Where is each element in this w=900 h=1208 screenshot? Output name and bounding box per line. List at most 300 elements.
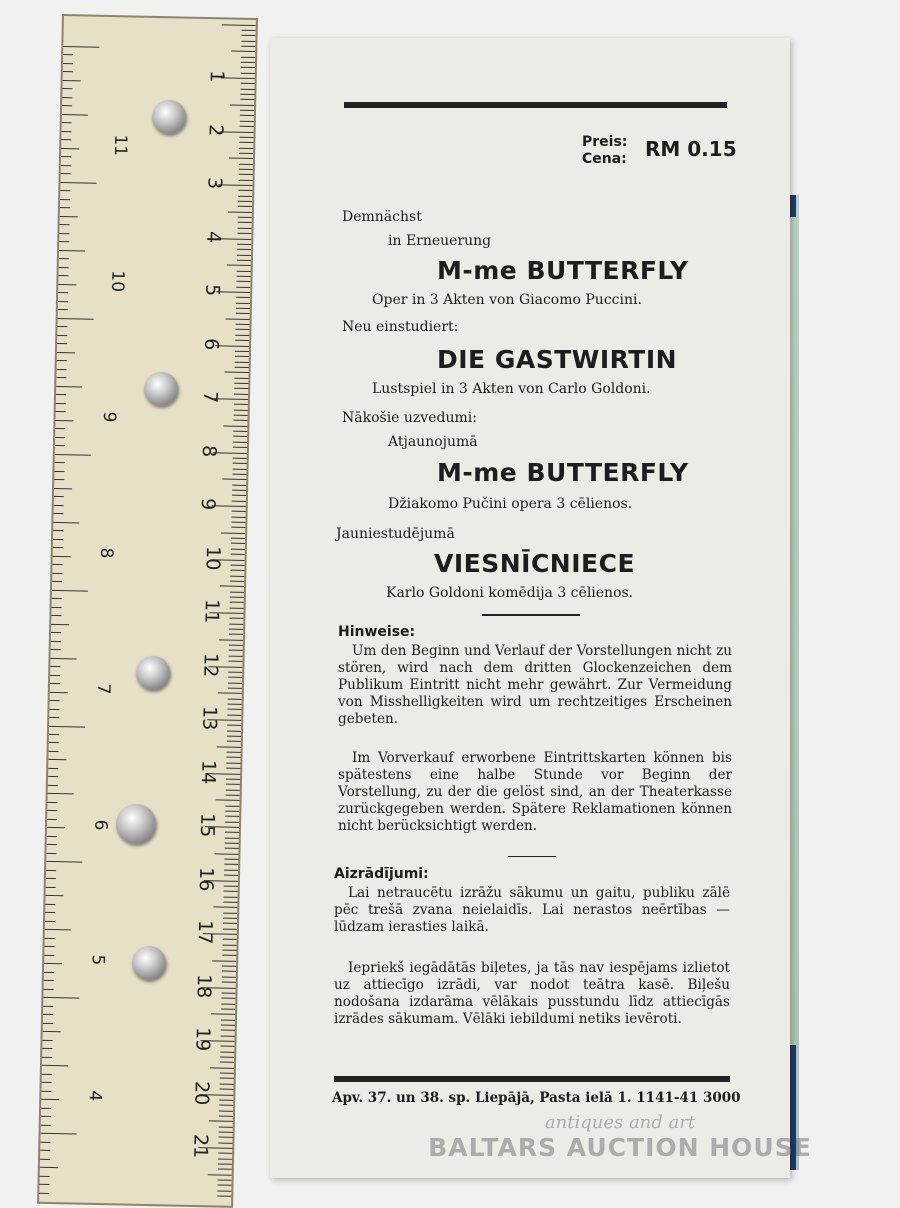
cm-tick	[240, 110, 254, 111]
cm-tick	[233, 458, 247, 459]
cm-tick	[234, 377, 248, 378]
cm-tick	[224, 875, 238, 876]
cm-tick	[240, 88, 254, 89]
cm-tick	[239, 147, 253, 148]
cm-tick	[223, 425, 247, 427]
inch-tick	[62, 122, 72, 123]
program-title-4: VIESNĪCNIECE	[434, 549, 636, 578]
inch-tick	[55, 428, 65, 429]
inch-tick	[42, 1048, 52, 1049]
cm-tick	[221, 1024, 235, 1025]
cm-tick	[238, 201, 252, 202]
cm-tick	[228, 677, 242, 678]
inch-tick	[55, 445, 65, 446]
cm-tick	[240, 115, 254, 116]
cm-tick	[231, 527, 245, 528]
inch-tick	[41, 1125, 51, 1126]
cm-tick	[238, 206, 252, 207]
cm-tick	[237, 244, 251, 245]
cm-tick	[218, 1153, 232, 1154]
cm-tick	[240, 99, 254, 100]
cm-tick	[226, 778, 240, 779]
inch-tick	[42, 1057, 52, 1058]
cm-tick	[230, 564, 244, 565]
cm-tick	[224, 864, 238, 865]
inch-tick	[60, 207, 70, 208]
inch-tick	[61, 139, 71, 140]
inch-tick	[61, 165, 71, 166]
cm-tick	[240, 121, 254, 122]
cm-tick	[225, 848, 239, 849]
cm-tick	[226, 794, 240, 795]
cm-tick	[241, 46, 255, 47]
ruler	[37, 14, 258, 1208]
inch-tick	[50, 666, 60, 667]
cm-tick	[228, 682, 242, 683]
cm-number: 4	[202, 230, 225, 243]
cm-tick	[220, 1078, 234, 1079]
cm-tick	[222, 24, 256, 26]
cm-tick	[213, 907, 237, 909]
inch-tick	[50, 683, 60, 684]
inch-tick	[54, 513, 64, 514]
cm-tick	[224, 869, 238, 870]
cm-tick	[221, 532, 245, 534]
cm-tick	[219, 1131, 233, 1132]
cm-tick	[233, 441, 247, 442]
inch-tick	[59, 241, 69, 242]
cm-tick	[232, 484, 246, 485]
price-label-de: Preis:	[582, 134, 628, 150]
inch-tick	[49, 734, 59, 735]
cm-tick	[225, 805, 239, 806]
inch-tick	[57, 343, 67, 344]
cm-tick	[229, 623, 243, 624]
inch-tick	[63, 71, 73, 72]
cm-tick	[229, 655, 243, 656]
cm-tick	[234, 409, 248, 410]
cm-tick	[217, 746, 241, 748]
cm-tick	[224, 891, 238, 892]
inch-tick	[51, 632, 61, 633]
program-desc-3: Džiakomo Pučini opera 3 cēlienos.	[388, 496, 633, 512]
cm-tick	[226, 789, 240, 790]
cm-tick	[220, 1051, 234, 1052]
cm-tick	[210, 1067, 234, 1069]
cm-tick	[221, 1008, 235, 1009]
cm-number: 7	[198, 390, 222, 404]
cm-tick	[218, 1164, 232, 1165]
cm-number: 10	[201, 545, 224, 571]
inch-tick	[60, 216, 78, 217]
inch-tick	[47, 844, 57, 845]
cm-tick	[223, 944, 237, 945]
cm-tick	[229, 158, 253, 160]
cm-tick	[235, 356, 249, 357]
inch-number: 5	[87, 954, 108, 966]
inch-tick	[56, 377, 66, 378]
cm-tick	[218, 693, 242, 695]
cm-tick	[225, 832, 239, 833]
inch-tick	[50, 691, 68, 692]
inch-tick	[63, 46, 99, 48]
inch-tick	[39, 1192, 49, 1193]
inch-tick	[58, 309, 68, 310]
auction-watermark	[420, 1112, 820, 1162]
cm-tick	[227, 730, 241, 731]
inch-tick	[53, 539, 63, 540]
cm-tick	[233, 431, 247, 432]
inch-tick	[59, 267, 69, 268]
inch-tick	[54, 496, 64, 497]
cm-tick	[229, 629, 243, 630]
cm-tick	[237, 249, 251, 250]
cm-tick	[223, 928, 237, 929]
cm-tick	[222, 955, 236, 956]
inch-tick	[52, 564, 62, 565]
inch-tick	[47, 836, 57, 837]
inch-tick	[46, 887, 56, 888]
inch-tick	[42, 1040, 52, 1041]
inch-tick	[40, 1175, 50, 1176]
cm-tick	[223, 918, 237, 919]
cm-tick	[227, 714, 241, 715]
cm-tick	[225, 837, 239, 838]
cm-tick	[234, 404, 248, 405]
hinweise-paragraph-2	[338, 750, 732, 835]
cm-tick	[208, 1174, 232, 1176]
inch-tick	[62, 131, 72, 132]
cm-tick	[228, 688, 242, 689]
divider-rule-2	[508, 856, 556, 857]
cm-tick	[221, 998, 235, 999]
inch-tick	[48, 759, 66, 760]
inch-tick	[59, 233, 69, 234]
cm-number: 1	[205, 69, 228, 83]
cm-tick	[234, 383, 248, 384]
cm-tick	[228, 698, 242, 699]
inch-tick	[44, 980, 54, 981]
cm-tick	[235, 361, 249, 362]
inch-tick	[55, 462, 65, 463]
hinweise-heading: Hinweise:	[338, 624, 416, 640]
top-rule	[344, 102, 727, 108]
cm-tick	[220, 1073, 234, 1074]
cm-number: 19	[191, 1026, 214, 1052]
cm-tick	[217, 1185, 231, 1186]
inch-tick	[57, 335, 67, 336]
cm-tick	[231, 51, 255, 53]
cm-tick	[220, 1083, 234, 1084]
inch-tick	[48, 776, 58, 777]
inch-tick	[61, 173, 71, 174]
cm-tick	[229, 645, 243, 646]
inch-tick	[40, 1150, 50, 1151]
inch-tick	[42, 1074, 52, 1075]
inch-tick	[44, 972, 54, 973]
inch-tick	[57, 369, 67, 370]
cm-tick	[226, 784, 240, 785]
inch-number: 7	[93, 682, 114, 695]
inch-tick	[42, 1082, 52, 1083]
program-title-1: M-me BUTTERFLY	[437, 256, 689, 285]
cm-tick	[220, 1062, 234, 1063]
program-sublabel-1: in Erneuerung	[388, 233, 492, 249]
cm-number: 17	[193, 919, 217, 945]
hinweise-text-2: Im Vorverkauf erworbene Eintrittskarten können bis spätestens eine halbe Stunde vor Beginn der Vorstellung, zu der die gelöst sind, an der Theaterkasse zurückgegeben werden. Spätere Reklamationen können nicht berücksichtigt werden.	[338, 750, 732, 834]
cm-tick	[223, 912, 237, 913]
cm-number: 20	[190, 1080, 213, 1105]
cm-tick	[235, 340, 249, 341]
inch-tick	[47, 802, 57, 803]
inch-tick	[49, 751, 59, 752]
cm-tick	[238, 195, 252, 196]
cm-tick	[220, 586, 244, 588]
inch-tick	[58, 301, 68, 302]
cm-tick	[242, 30, 256, 31]
inch-tick	[58, 318, 94, 320]
cm-tick	[242, 35, 256, 36]
cm-tick	[237, 270, 251, 271]
program-label-1: Demnächst	[342, 209, 422, 225]
cm-tick	[239, 179, 253, 180]
cm-tick	[230, 591, 244, 592]
cm-number: 21	[189, 1133, 212, 1159]
inch-tick	[57, 360, 67, 361]
cm-tick	[239, 153, 253, 154]
cm-tick	[222, 950, 236, 951]
cm-tick	[235, 334, 249, 335]
inch-tick	[48, 793, 74, 795]
inch-tick	[54, 505, 64, 506]
program-title-3: M-me BUTTERFLY	[437, 458, 689, 487]
aizradijumi-paragraph-1	[334, 885, 730, 936]
cm-tick	[217, 1190, 231, 1191]
cm-tick	[231, 543, 245, 544]
cm-tick	[220, 1057, 234, 1058]
cm-tick	[222, 479, 246, 481]
cm-tick	[234, 388, 248, 389]
inch-tick	[45, 938, 55, 939]
cm-tick	[225, 821, 239, 822]
cm-tick	[219, 1110, 233, 1111]
inch-tick	[60, 224, 70, 225]
cm-tick	[234, 420, 248, 421]
inch-number: 6	[90, 818, 111, 831]
cm-tick	[231, 538, 245, 539]
cm-tick	[219, 1126, 233, 1127]
cm-tick	[227, 725, 241, 726]
program-desc-1: Oper in 3 Akten von Giacomo Puccini.	[372, 292, 642, 308]
cm-tick	[221, 1030, 235, 1031]
inch-tick	[53, 530, 63, 531]
cm-tick	[237, 254, 251, 255]
cm-tick	[214, 853, 238, 855]
inch-tick	[43, 1023, 53, 1024]
cm-tick	[218, 1169, 232, 1170]
cm-tick	[226, 318, 250, 320]
cm-tick	[219, 1115, 233, 1116]
cm-tick	[230, 602, 244, 603]
cm-number: 18	[192, 973, 216, 999]
cm-tick	[221, 1035, 235, 1036]
inch-tick	[43, 1031, 61, 1032]
cm-tick	[233, 447, 247, 448]
inch-tick	[58, 284, 76, 285]
cm-tick	[231, 548, 245, 549]
inch-tick	[41, 1116, 51, 1117]
inch-tick	[52, 573, 62, 574]
cm-tick	[234, 393, 248, 394]
inch-tick	[49, 725, 85, 727]
cm-tick	[236, 281, 250, 282]
cm-tick	[239, 163, 253, 164]
cm-tick	[241, 40, 255, 41]
cm-tick	[236, 286, 250, 287]
inch-tick	[40, 1158, 50, 1159]
cm-tick	[241, 67, 255, 68]
cm-tick	[234, 415, 248, 416]
cm-tick	[219, 639, 243, 641]
cm-tick	[231, 516, 245, 517]
watermark-brand: BALTARS AUCTION HOUSE	[428, 1133, 812, 1162]
cm-tick	[220, 1089, 234, 1090]
inch-tick	[49, 717, 59, 718]
inch-number: 10	[107, 270, 128, 293]
cm-number: 15	[195, 812, 219, 838]
cm-number: 5	[201, 283, 224, 297]
cm-tick	[228, 704, 242, 705]
cm-tick	[225, 811, 239, 812]
cm-tick	[219, 1105, 233, 1106]
inch-tick	[54, 479, 64, 480]
inch-tick	[45, 912, 55, 913]
inch-tick	[63, 80, 81, 81]
inch-tick	[50, 674, 60, 675]
inch-tick	[59, 250, 85, 252]
cm-tick	[238, 222, 252, 223]
cm-tick	[217, 1196, 231, 1197]
cm-tick	[237, 233, 251, 234]
inch-tick	[47, 827, 65, 828]
inch-tick	[60, 199, 70, 200]
cm-tick	[236, 297, 250, 298]
cm-tick	[226, 757, 240, 758]
inch-tick	[45, 929, 71, 931]
cm-tick	[223, 901, 237, 902]
inch-tick	[43, 997, 79, 999]
cm-tick	[240, 94, 254, 95]
cm-tick	[225, 843, 239, 844]
inch-tick	[62, 105, 72, 106]
inch-tick	[61, 156, 71, 157]
inch-tick	[55, 454, 91, 456]
cm-tick	[239, 137, 253, 138]
inch-tick	[44, 946, 54, 947]
cm-number: 11	[200, 598, 223, 624]
inch-tick	[40, 1167, 58, 1168]
cm-tick	[237, 260, 251, 261]
rivet-5	[132, 946, 166, 980]
aizradijumi-text-2: Iepriekš iegādātās biļetes, ja tās nav iespējams izlietot uz attiecīgo izrādi, var nodot teātra kasē. Biļešu nodošana izdarāma vēlākais pusstundu līdz attiecīgās izrādes sākumam. Vēlāki iebildumi netiks ievēroti.	[334, 960, 730, 1027]
cm-tick	[230, 581, 244, 582]
cm-tick	[227, 709, 241, 710]
cm-tick	[232, 511, 246, 512]
cm-tick	[229, 634, 243, 635]
cm-number: 6	[200, 337, 223, 350]
inch-tick	[52, 590, 88, 592]
cm-tick	[241, 83, 255, 84]
cm-tick	[241, 62, 255, 63]
cm-number: 9	[196, 497, 219, 511]
inch-tick	[56, 411, 66, 412]
inch-tick	[53, 556, 71, 557]
inch-tick	[44, 955, 54, 956]
inch-tick	[49, 708, 59, 709]
cm-number: 13	[198, 705, 221, 731]
cm-tick	[235, 329, 249, 330]
inch-number: 9	[98, 411, 120, 423]
inch-tick	[56, 403, 66, 404]
rivet-2	[144, 372, 178, 406]
cm-tick	[225, 372, 249, 374]
inch-tick	[59, 258, 69, 259]
inch-tick	[53, 547, 63, 548]
inch-tick	[41, 1133, 77, 1135]
cm-tick	[225, 816, 239, 817]
inch-number: 4	[84, 1090, 105, 1102]
cm-tick	[226, 762, 240, 763]
inch-tick	[54, 488, 72, 489]
cm-tick	[232, 474, 246, 475]
cm-tick	[230, 104, 254, 106]
cm-tick	[238, 190, 252, 191]
cm-tick	[239, 174, 253, 175]
rivet-1	[152, 100, 186, 134]
inch-tick	[51, 623, 69, 624]
cm-tick	[230, 570, 244, 571]
cm-tick	[222, 966, 236, 967]
program-label-4: Jauniestudējumā	[336, 526, 455, 542]
cm-number: 3	[203, 176, 226, 190]
program-title-2: DIE GASTWIRTIN	[437, 345, 678, 374]
cm-tick	[238, 228, 252, 229]
inch-tick	[45, 921, 55, 922]
inch-tick	[60, 182, 96, 184]
inch-tick	[57, 352, 75, 353]
cm-tick	[241, 56, 255, 57]
divider-rule-1	[482, 614, 580, 616]
cm-number: 14	[197, 759, 220, 785]
inch-tick	[43, 1006, 53, 1007]
cm-tick	[229, 650, 243, 651]
cm-tick	[230, 597, 244, 598]
inch-tick	[46, 870, 56, 871]
inch-tick	[51, 649, 61, 650]
program-label-2: Neu einstudiert:	[342, 319, 459, 335]
inch-tick	[51, 640, 61, 641]
cm-tick	[228, 671, 242, 672]
inch-tick	[55, 420, 73, 421]
inch-tick	[46, 853, 56, 854]
cm-tick	[236, 313, 250, 314]
cm-tick	[241, 72, 255, 73]
inch-tick	[47, 819, 57, 820]
inch-tick	[48, 785, 58, 786]
cm-tick	[232, 495, 246, 496]
aizradijumi-text-1: Lai netraucētu izrāžu sākumu un gaitu, publiku zālē pēc trešā zvana neielaidīs. Lai nerastos neērtības — lūdzam ierasties laikā.	[334, 885, 730, 935]
cm-tick	[218, 1180, 232, 1181]
